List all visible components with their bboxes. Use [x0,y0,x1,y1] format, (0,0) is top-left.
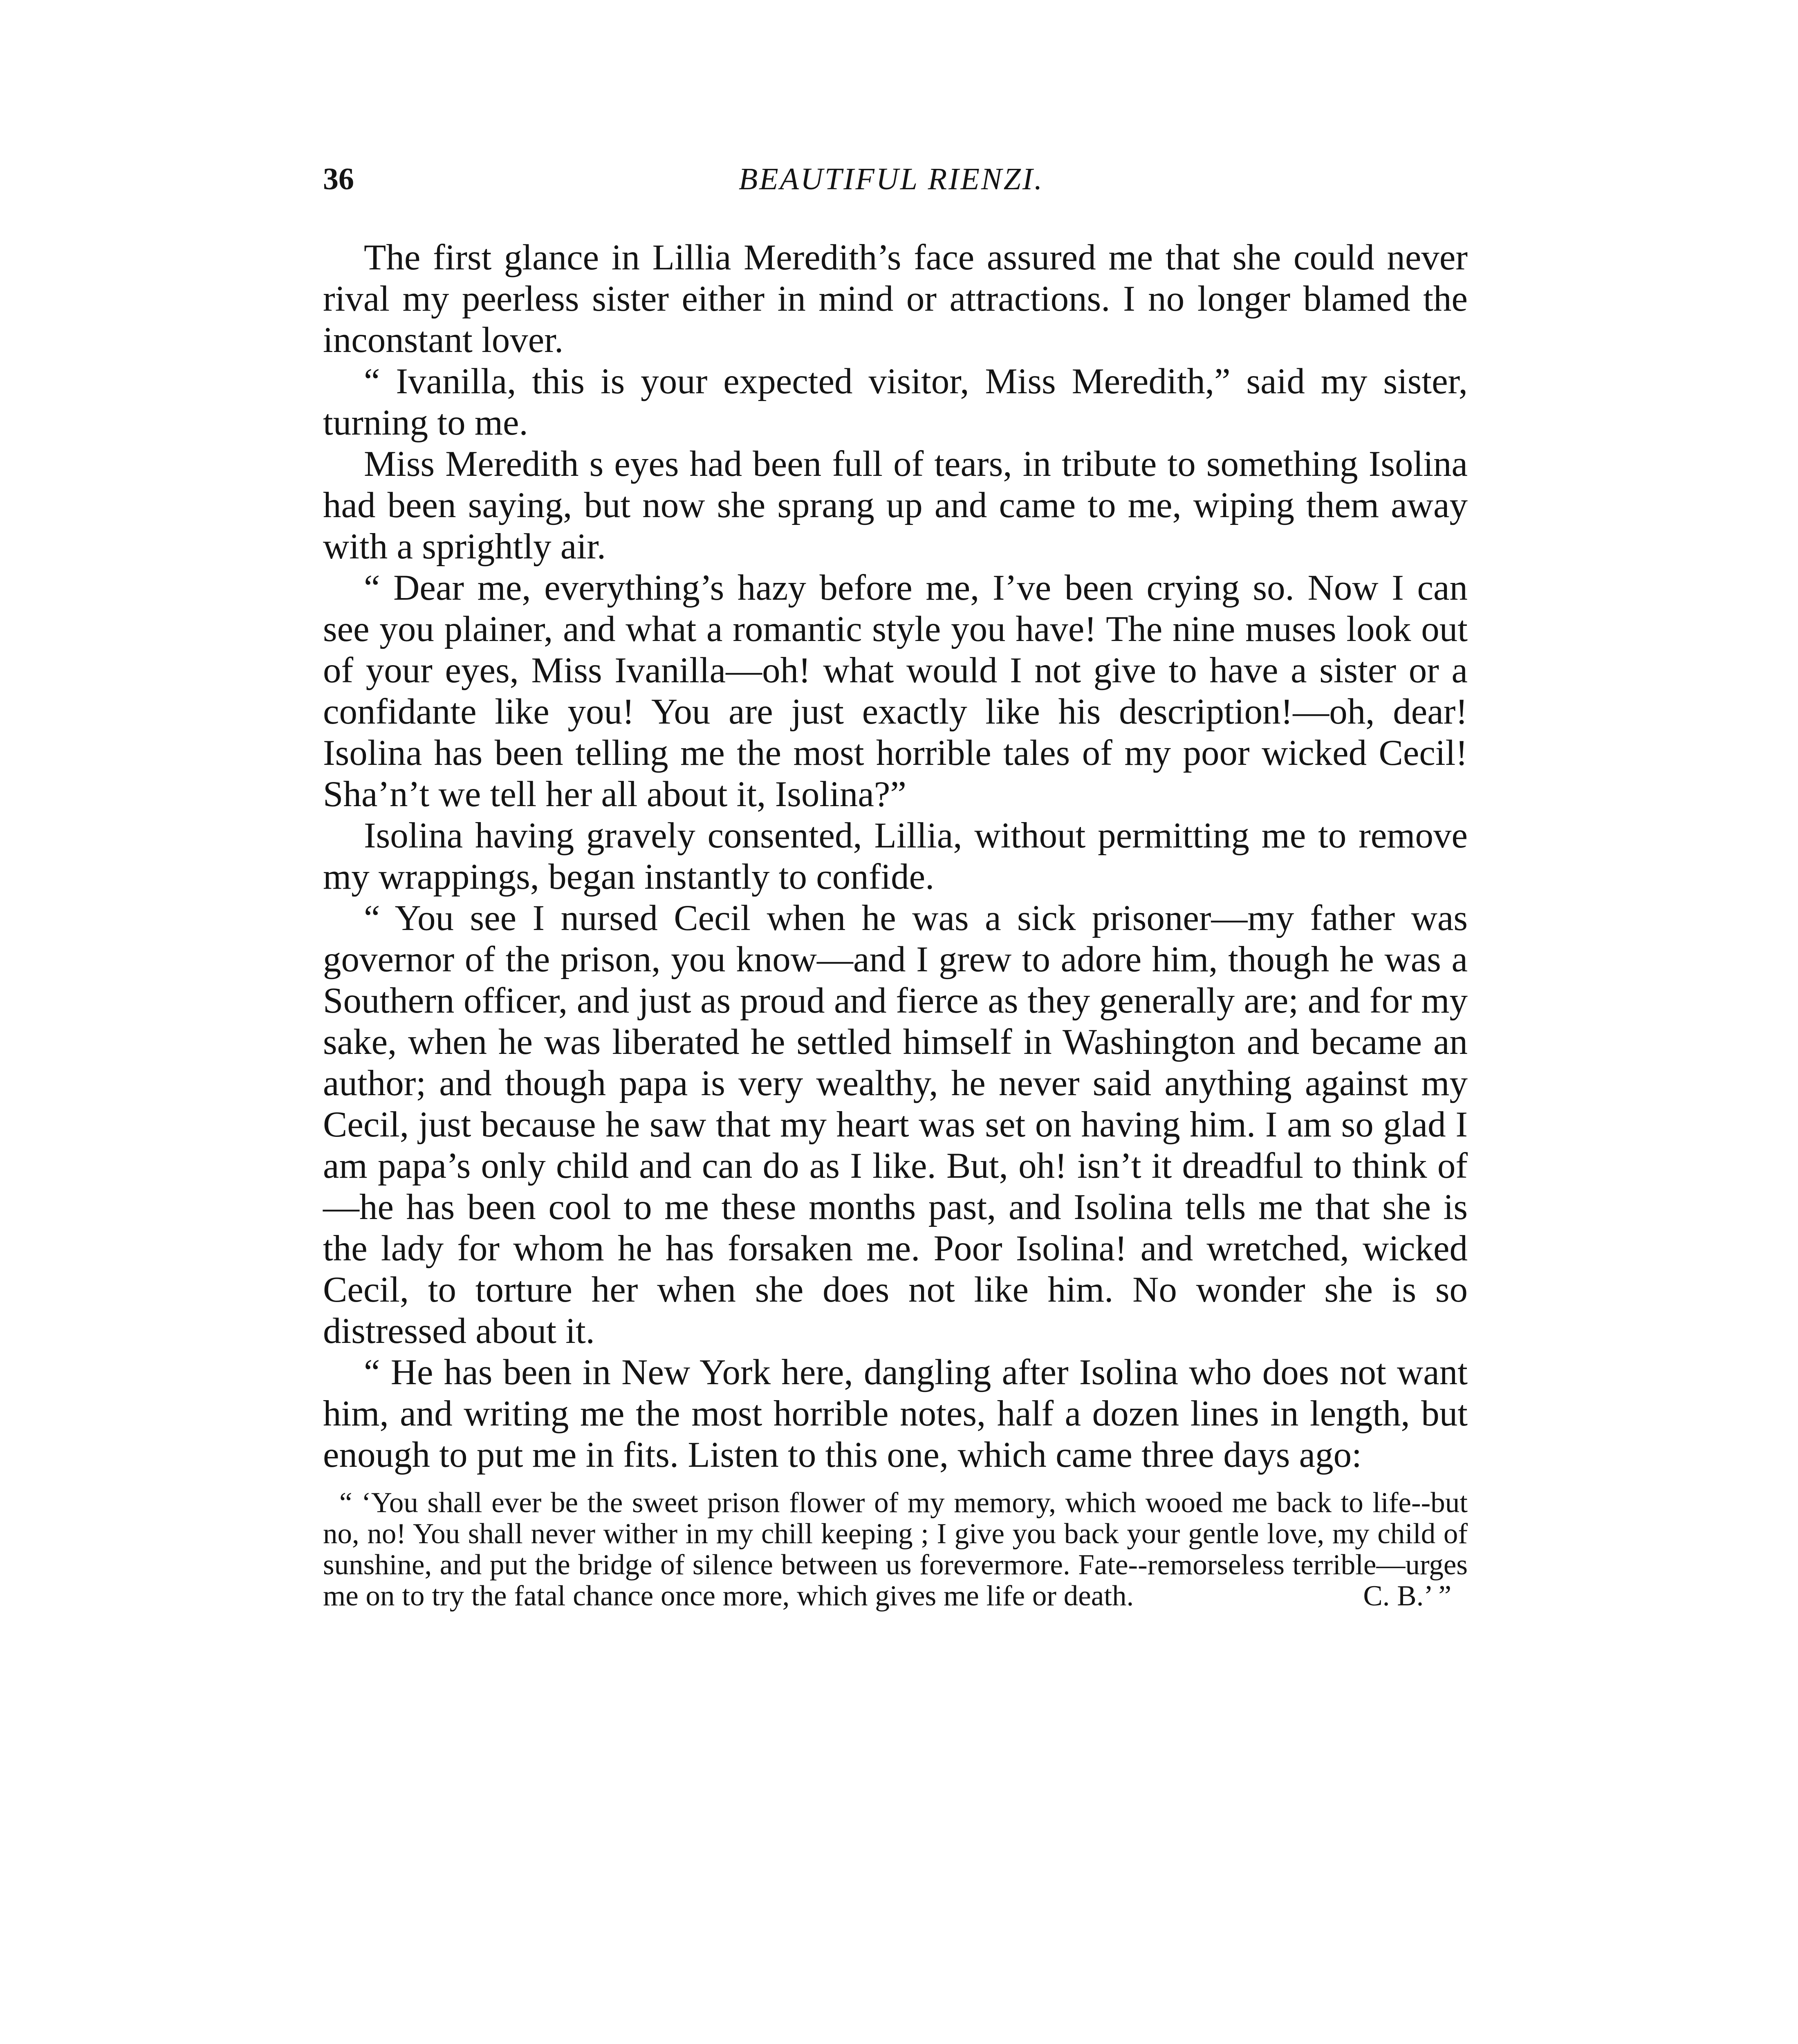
page-number: 36 [323,162,354,196]
paragraph: The first glance in Lillia Meredith’s face assured me that she could never rival my peerless sister either in mind or attractions. I no longer blamed the inconstant lover. [323,238,1468,360]
paragraph: “ Dear me, everything’s hazy before me, I’ve been crying so. Now I can see you plainer, and what a romantic style you have! The nine muses look out of your eyes, Miss Ivanilla—oh! what would I not give to have a sister or a confidante like you! You are just exactly like his description!—oh, dear! Isolina has been telling me the most horrible tales of my poor wicked Cecil! Sha’n’t we tell her all about it, Isolina?” [323,568,1468,814]
paragraph: Miss Meredith s eyes had been full of tears, in tribute to something Isolina had been saying, but now she sprang up and came to me, wiping them away with a sprightly air. [323,444,1468,567]
paragraph: “ Ivanilla, this is your expected visitor, Miss Meredith,” said my sister, turning to me. [323,361,1468,443]
running-title: BEAUTIFUL RIENZI. [738,162,1044,196]
quoted-letter [323,1487,1468,1611]
page-header [323,161,1459,206]
body-text [323,237,1468,1611]
letter-text: “ ‘You shall ever be the sweet prison flower of my memory, which wooed me back to life--but no, no! You shall never wither in my chill keeping ; I give you back your gentle love, my child of sunshine, and put the bridge of silence between us forevermore. Fate--remorseless terrible—urges me on to try the fatal chance once more, which gives me life or death. [323,1487,1468,1612]
paragraph: “ You see I nursed Cecil when he was a sick prisoner—my father was governor of the prison, you know—and I grew to adore him, though he was a Southern officer, and just as proud and fierce as they generally are; and for my sake, when he was liberated he settled himself in Washington and became an author; and though papa is very wealthy, he never said anything against my Cecil, just because he saw that my heart was set on having him. I am so glad I am papa’s only child and can do as I like. But, oh! isn’t it dreadful to think of—he has been cool to me these months past, and Isolina tells me that she is the lady for whom he has forsaken me. Poor Isolina! and wretched, wicked Cecil, to torture her when she does not like him. No wonder she is so distressed about it. [323,898,1468,1351]
letter-signature: C. B.’ ” [1363,1580,1451,1612]
paragraph: Isolina having gravely consented, Lillia, without permitting me to remove my wrappings, began instantly to confide. [323,816,1468,897]
paragraph: “ He has been in New York here, dangling after Isolina who does not want him, and writing me the most horrible notes, half a dozen lines in length, but enough to put me in fits. Listen to this one, which came three days ago: [323,1352,1468,1475]
